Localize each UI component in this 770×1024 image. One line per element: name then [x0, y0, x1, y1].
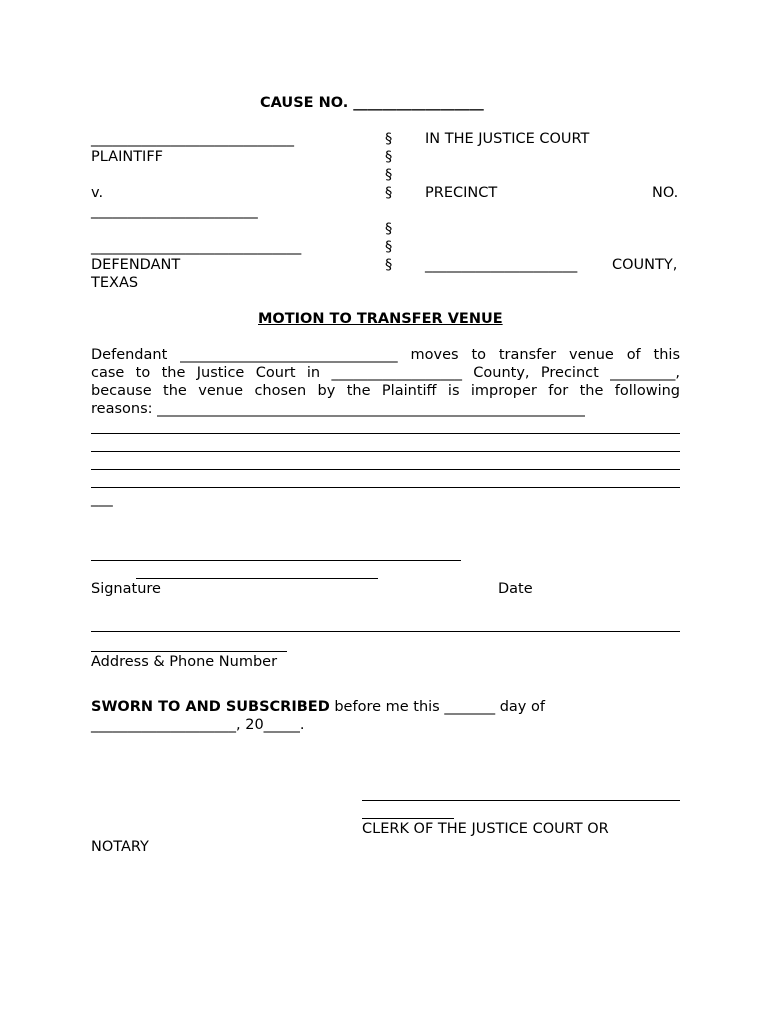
section-mark: §: [385, 257, 393, 273]
signature-line-2: [136, 578, 378, 579]
notary-label: NOTARY: [91, 839, 149, 855]
county-label: COUNTY,: [612, 257, 678, 273]
reason-blank-line: [91, 487, 680, 488]
signature-line: [91, 560, 461, 561]
plaintiff-blank: ____________________________: [91, 131, 294, 147]
address-line-2: [91, 651, 287, 652]
section-mark: §: [385, 221, 393, 237]
reasons-line: reasons: ___________________________________________________________: [91, 401, 585, 417]
body-line: case to the Justice Court in __________________ County, Precinct _________,: [91, 365, 680, 381]
address-label: Address & Phone Number: [91, 654, 278, 670]
plaintiff-label: PLAINTIFF: [91, 149, 164, 165]
oath-date-line: ____________________, 20_____.: [91, 717, 305, 733]
versus-blank: _______________________: [91, 203, 258, 219]
versus-label: v.: [91, 185, 104, 201]
clerk-label: CLERK OF THE JUSTICE COURT OR: [362, 821, 609, 837]
reason-blank-line: [91, 451, 680, 452]
reason-blank-line: [91, 469, 680, 470]
sworn-statement: [91, 698, 545, 716]
county-blank: _____________________: [425, 257, 578, 273]
body-line: because the venue chosen by the Plaintiff is improper for the following: [91, 383, 680, 399]
body-line: Defendant ______________________________ moves to transfer venue of this: [91, 347, 680, 363]
state-label: TEXAS: [91, 275, 139, 291]
document-title: MOTION TO TRANSFER VENUE: [258, 311, 503, 327]
defendant-label: DEFENDANT: [91, 257, 181, 273]
defendant-blank: _____________________________: [91, 239, 302, 255]
reason-blank-line: [91, 433, 680, 434]
section-mark: §: [385, 149, 393, 165]
address-line: [91, 631, 680, 632]
precinct-label: PRECINCT: [425, 185, 498, 201]
section-mark: §: [385, 131, 393, 147]
clerk-signature-line: [362, 800, 680, 801]
date-label: Date: [498, 581, 533, 597]
section-mark: §: [385, 167, 393, 183]
signature-label: Signature: [91, 581, 161, 597]
section-mark: §: [385, 239, 393, 255]
sworn-bold: SWORN TO AND SUBSCRIBED: [91, 699, 330, 715]
reason-tail: ___: [91, 491, 113, 507]
precinct-number-label: NO.: [652, 185, 679, 201]
cause-number: CAUSE NO. __________________: [260, 95, 484, 111]
court-name: IN THE JUSTICE COURT: [425, 131, 590, 147]
clerk-signature-line-2: [362, 818, 454, 819]
section-mark: §: [385, 185, 393, 201]
sworn-rest: before me this _______ day of: [329, 699, 545, 715]
